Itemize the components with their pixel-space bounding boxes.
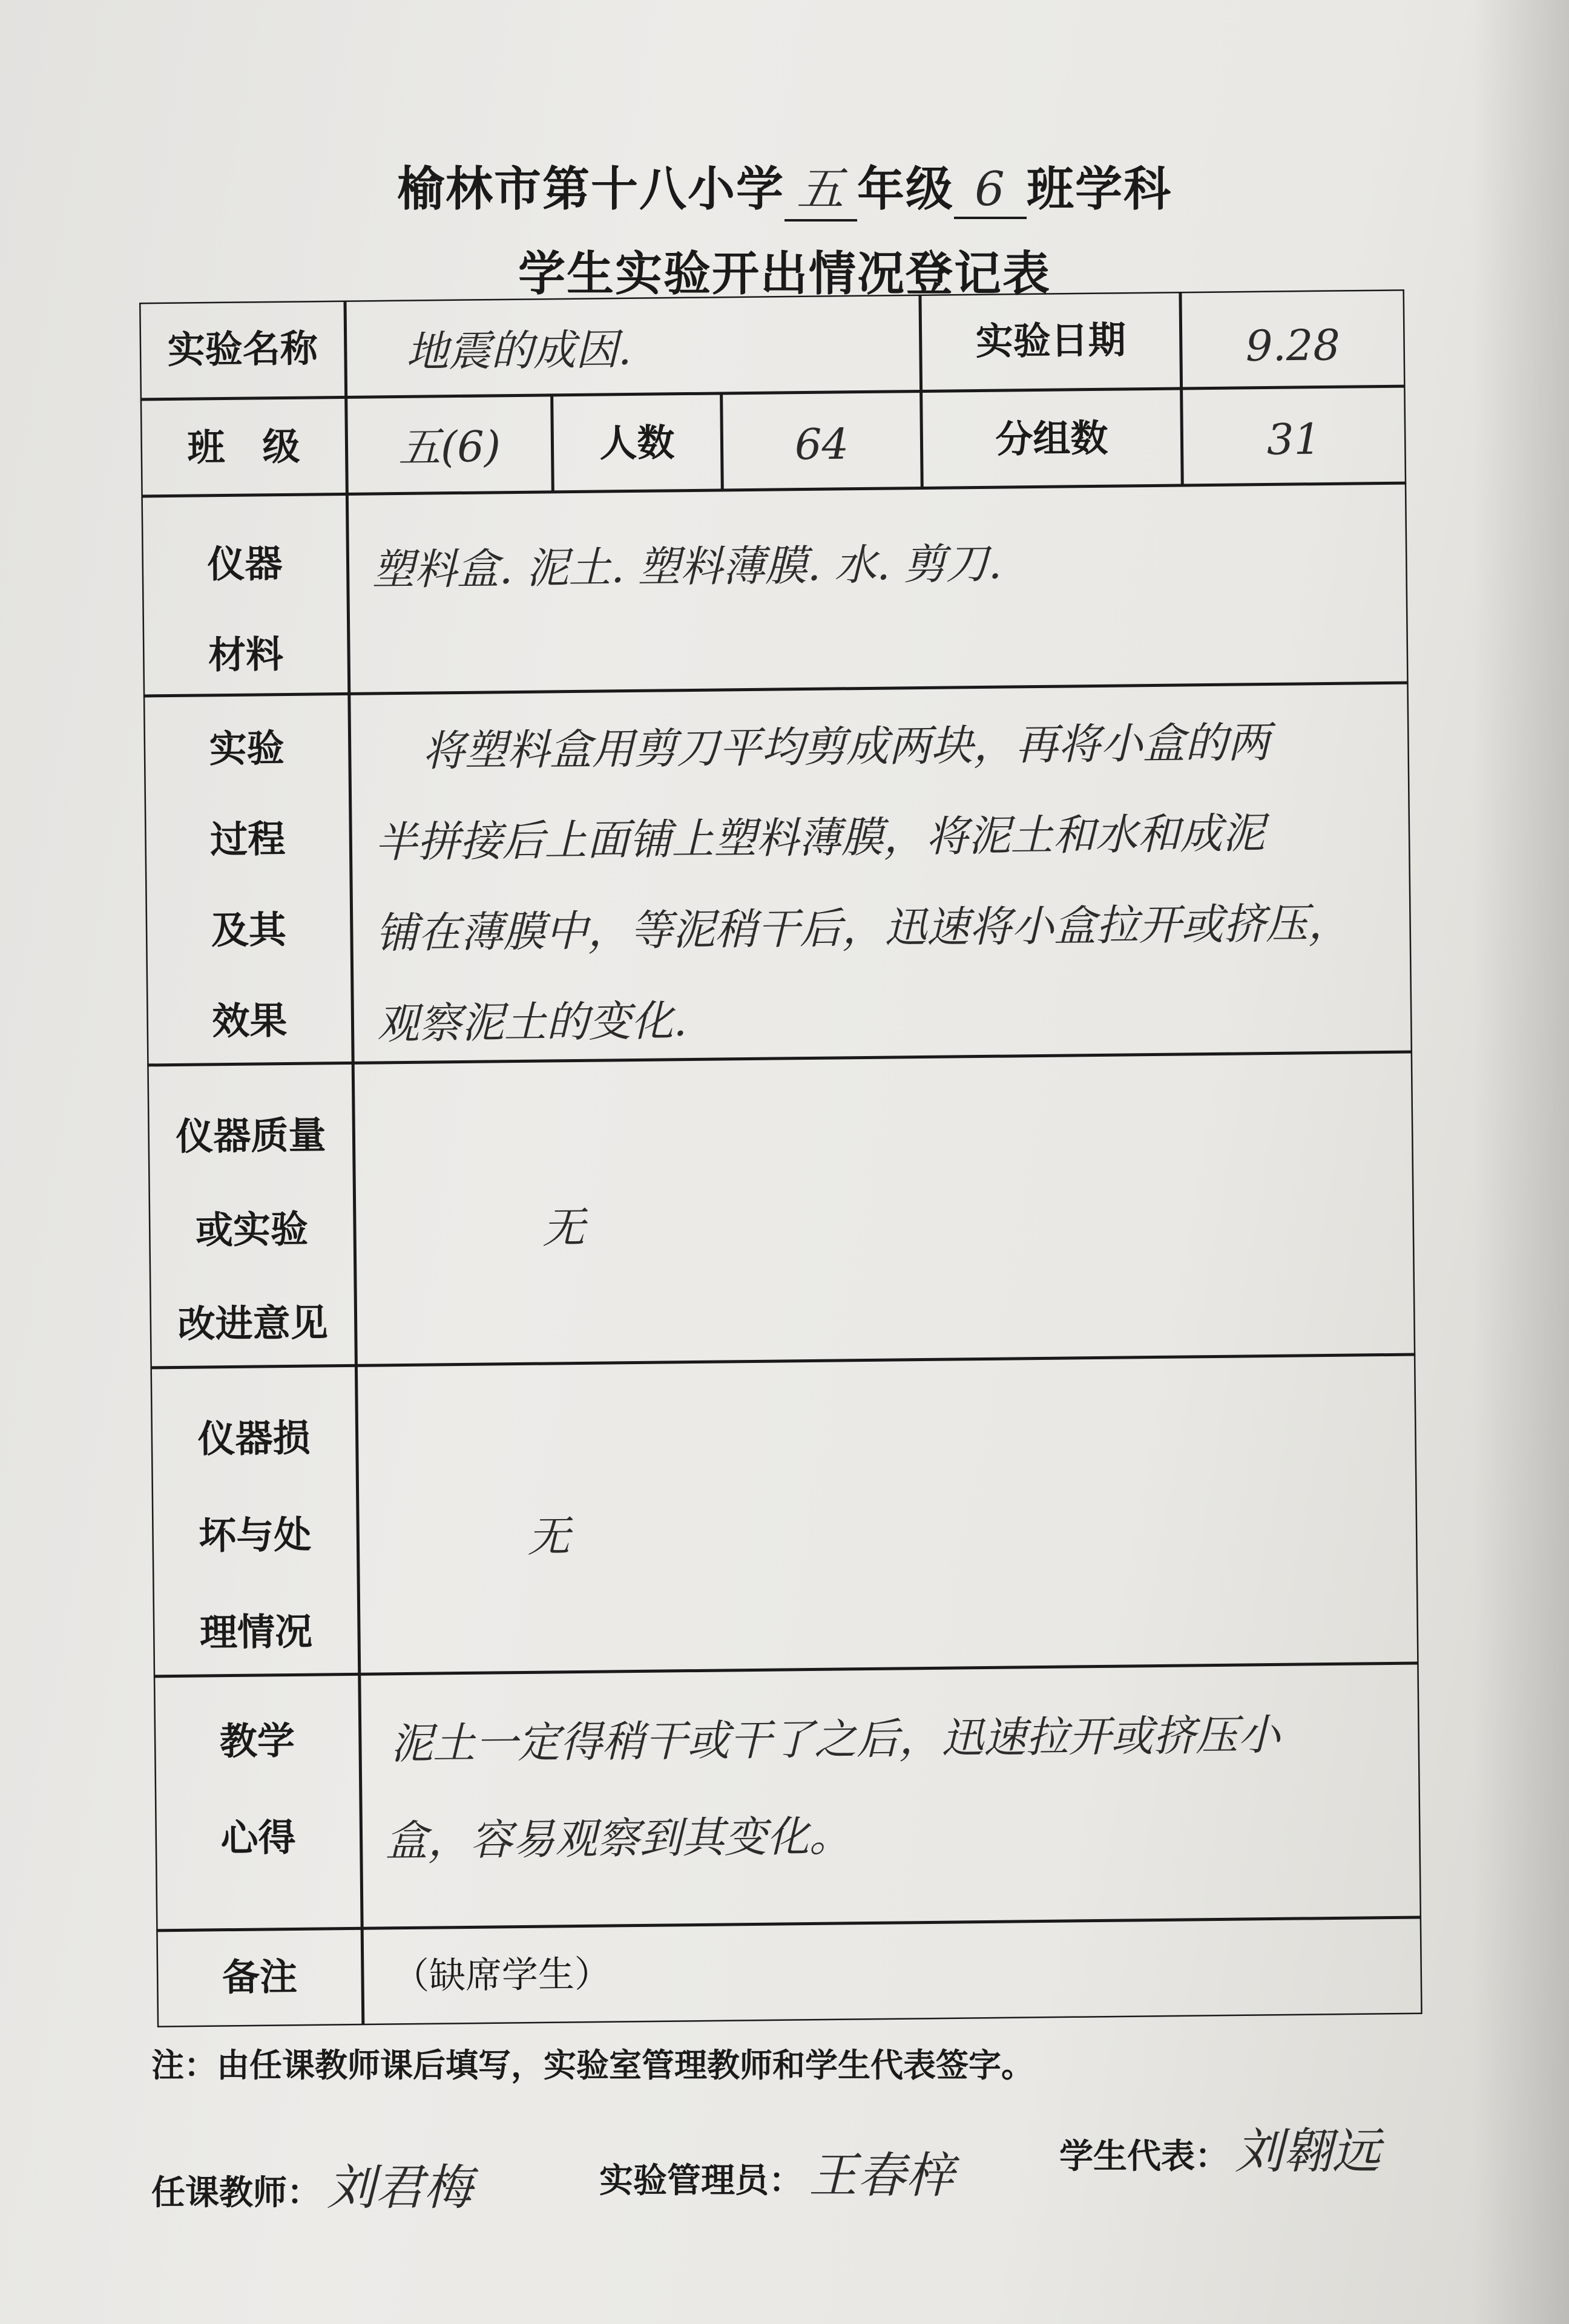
value-class: 五(6): [398, 421, 501, 473]
form-title-line2: 学生实验开出情况登记表: [518, 247, 1051, 301]
label-process-1: 实验: [209, 726, 285, 771]
teacher-signature: [151, 2148, 472, 2218]
process-line-4: 观察泥土的变化.: [377, 996, 688, 1049]
signature-row: [151, 2123, 1423, 2221]
label-groups: 分组数: [995, 416, 1108, 462]
teacher-name: 刘君梅: [327, 2159, 472, 2216]
label-quality-2: 或实验: [195, 1207, 309, 1253]
label-headcount: 人数: [599, 420, 675, 466]
value-remarks: （缺席学生）: [392, 1952, 611, 1998]
label-process-3: 及其: [211, 907, 287, 953]
footer-note: 注：由任课教师课后填写，实验室管理教师和学生代表签字。: [151, 2046, 1034, 2084]
label-damage-2: 坏与处: [198, 1512, 312, 1558]
lab-manager-signature: [599, 2136, 954, 2206]
value-instruments: 塑料盒. 泥土. 塑料薄膜. 水. 剪刀.: [372, 539, 1002, 595]
label-instruments-1: 仪器: [207, 541, 283, 586]
label-experiment-date: 实验日期: [975, 317, 1127, 364]
lab-manager-label: 实验管理员：: [599, 2161, 803, 2201]
process-line-3: 铺在薄膜中，等泥稍干后，迅速将小盒拉开或挤压，: [375, 898, 1351, 958]
label-instruments-2: 材料: [208, 632, 284, 677]
label-damage-3: 理情况: [199, 1609, 313, 1655]
value-experiment-name: 地震的成因.: [406, 324, 632, 377]
teacher-label: 任课教师：: [151, 2173, 321, 2213]
title-subject: 班学科: [1027, 162, 1173, 217]
registration-form: [139, 289, 1423, 2027]
title-grade-word: 年级: [857, 162, 954, 217]
value-quality: 无: [542, 1203, 585, 1253]
label-quality-1: 仪器质量: [176, 1112, 326, 1159]
value-groups: 31: [1266, 414, 1321, 465]
process-line-1: 将塑料盒用剪刀平均剪成两块，再将小盒的两: [422, 717, 1271, 776]
title-grade-blank: 五: [784, 151, 857, 222]
student-rep-signature: [1059, 2112, 1380, 2182]
teaching-line-1: 泥土一定得稍干或干了之后，迅速拉开或挤压小: [390, 1710, 1281, 1769]
form-title-line1: [0, 151, 1569, 222]
student-rep-label: 学生代表：: [1059, 2137, 1229, 2176]
label-class: 班 级: [187, 424, 300, 470]
label-damage-1: 仪器损: [197, 1416, 311, 1462]
label-process-2: 过程: [209, 816, 286, 862]
form-table: [139, 289, 1423, 2027]
label-process-4: 效果: [212, 998, 288, 1043]
title-school: 榆林市第十八小学: [396, 162, 784, 217]
value-damage: 无: [527, 1511, 570, 1562]
lab-manager-name: 王春梓: [809, 2147, 954, 2204]
label-teaching-2: 心得: [220, 1815, 296, 1860]
label-quality-3: 改进意见: [177, 1300, 329, 1347]
value-experiment-date: 9.28: [1245, 320, 1341, 371]
student-rep-name: 刘翱远: [1235, 2123, 1380, 2179]
value-headcount: 64: [794, 419, 849, 470]
title-class-blank: 6: [954, 162, 1027, 219]
teaching-line-2: 盒，容易观察到其变化。: [385, 1811, 852, 1866]
process-line-2: 半拼接后上面铺上塑料薄膜，将泥土和水和成泥: [374, 808, 1265, 867]
page-edge-shadow: [1472, 0, 1569, 2324]
label-remarks: 备注: [222, 1954, 298, 2000]
label-teaching-1: 教学: [219, 1718, 295, 1764]
label-experiment-name: 实验名称: [167, 326, 318, 372]
